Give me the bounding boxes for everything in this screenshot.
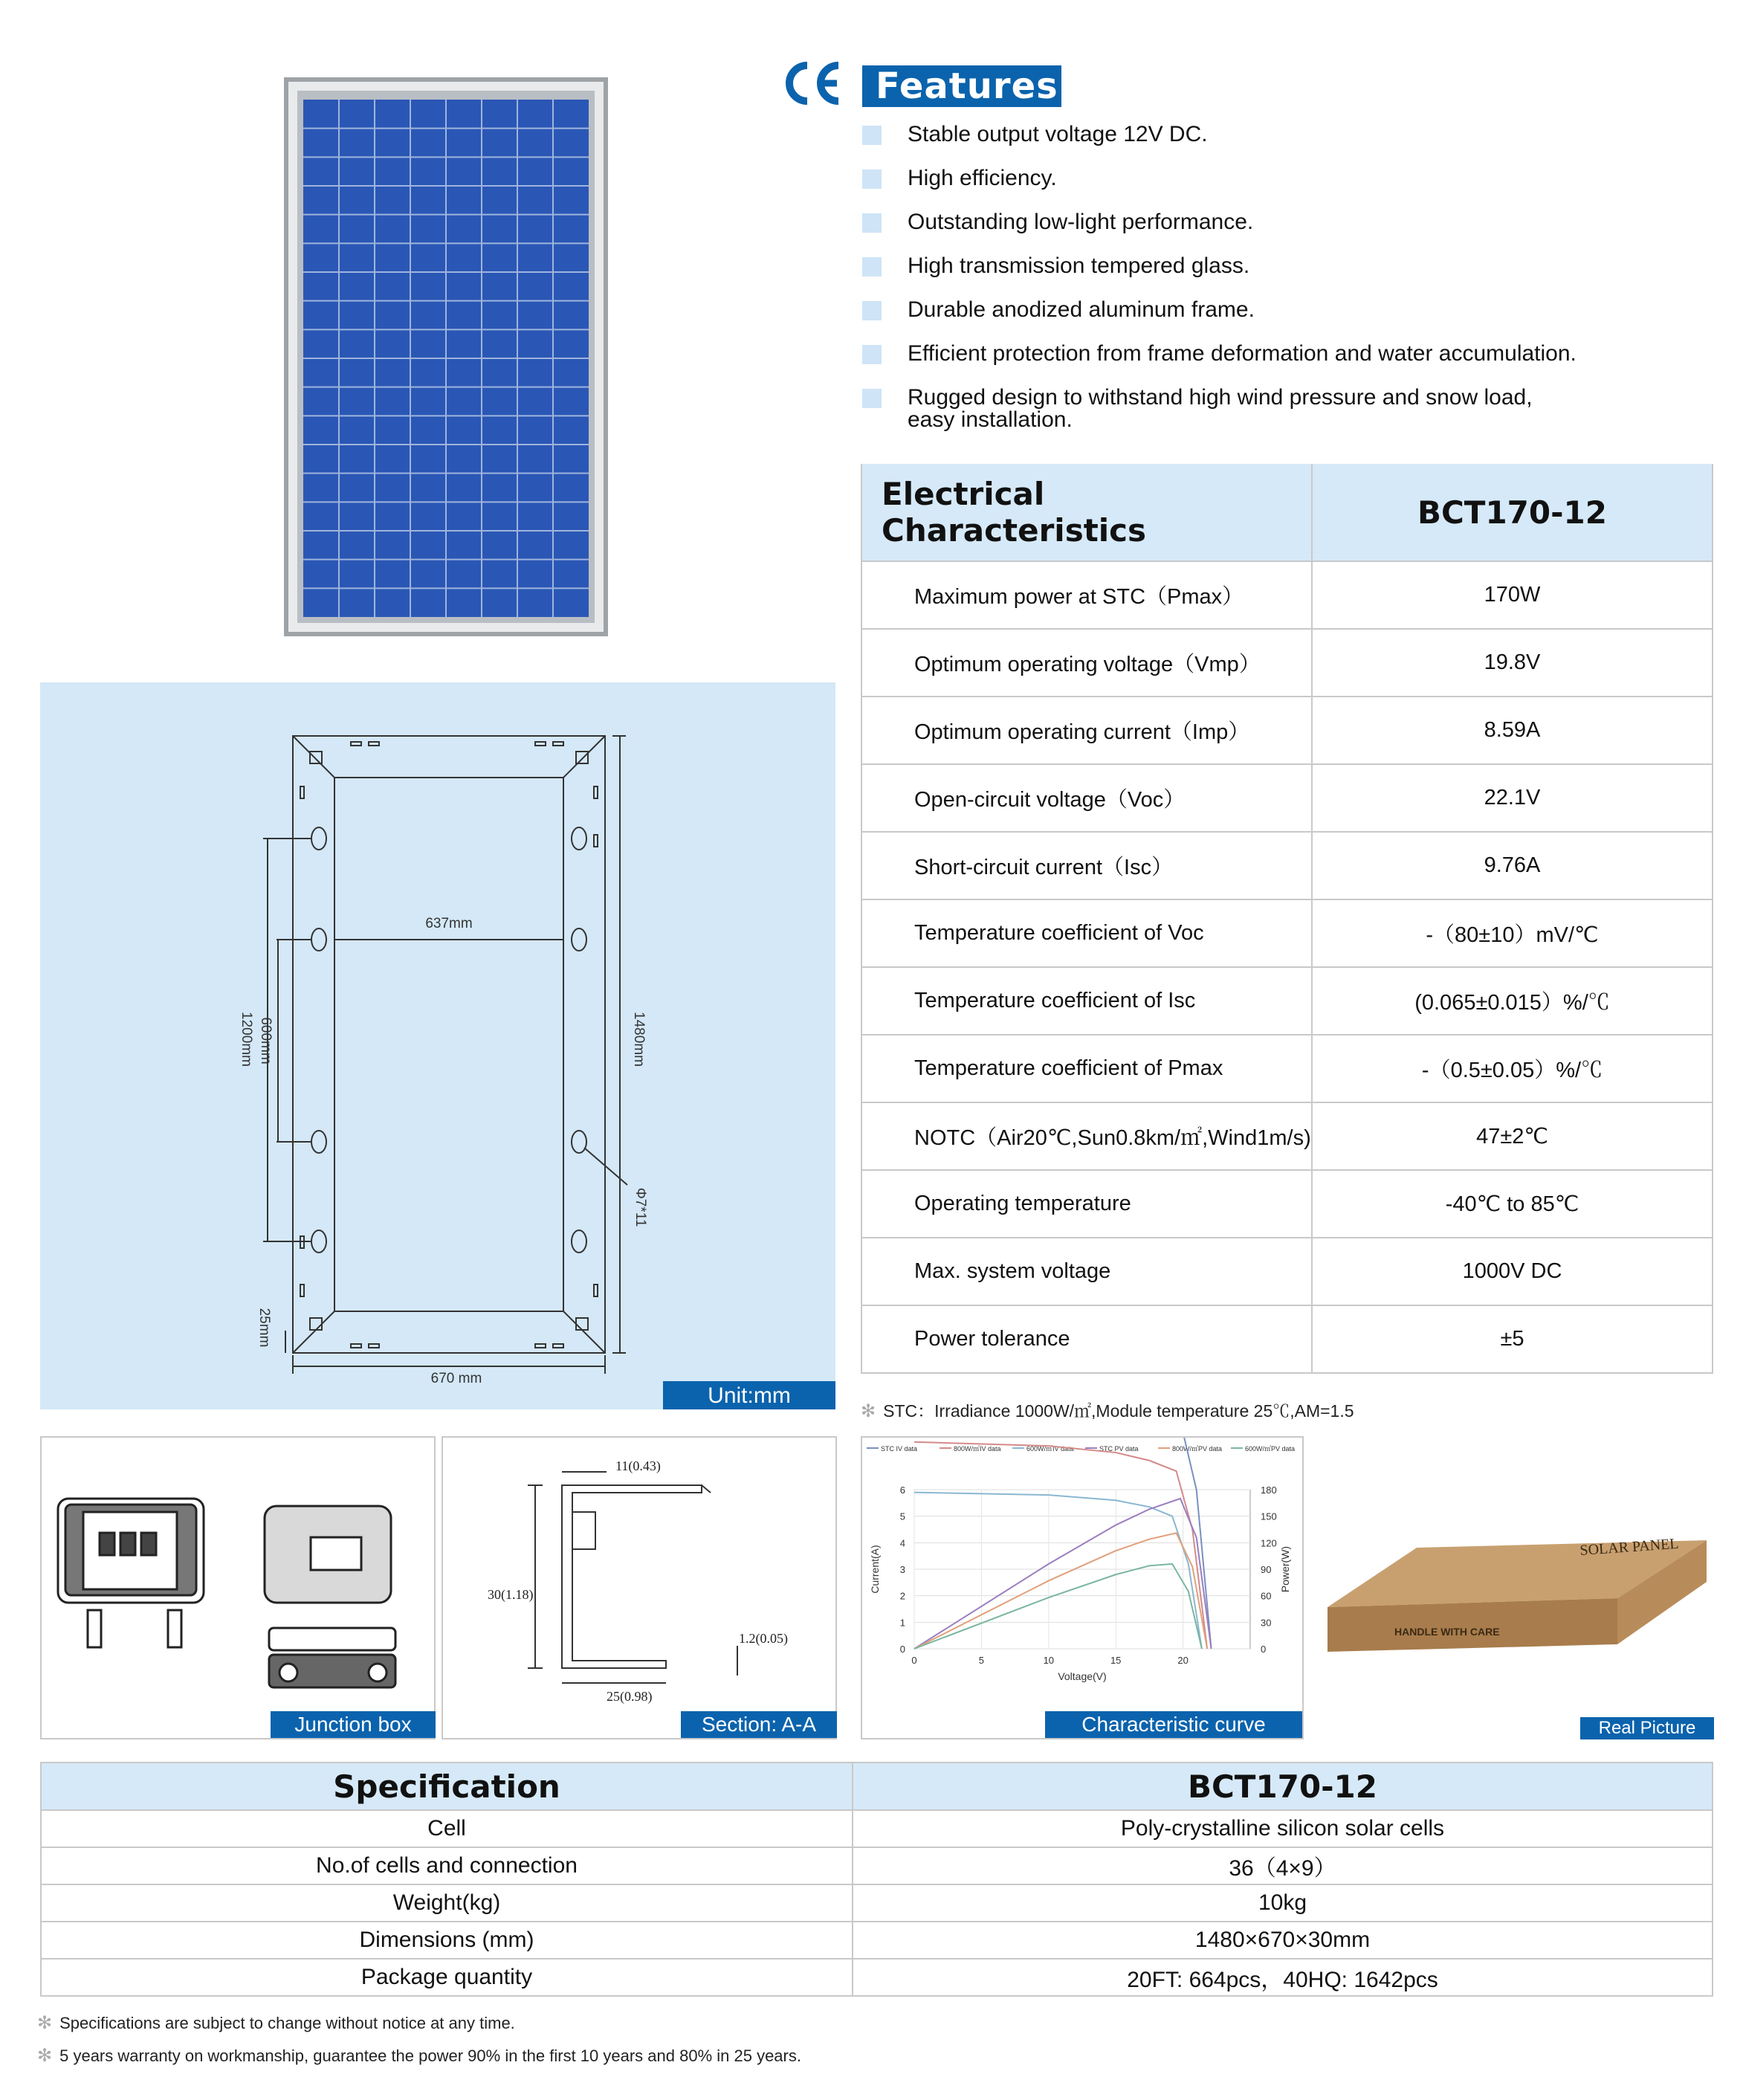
ce-mark-icon [782,58,841,109]
stc-note: ✻ STC：Irradiance 1000W/㎡,Module temperature 25℃,AM=1.5 [861,1401,1354,1421]
specification-header-model: BCT170-12 [853,1763,1713,1810]
table-header-row [41,1763,1713,1810]
bullet-square-icon [862,301,882,320]
footnotes [37,2007,801,2072]
y-tick-label: 5 [899,1511,905,1522]
row-value: 9.76A [1312,832,1713,899]
row-value: 22.1V [1312,764,1713,832]
feature-item: Durable anodized aluminum frame. [862,299,1695,321]
legend-entry: STC IV data [881,1445,918,1453]
y-tick-label: 4 [899,1537,905,1549]
real-picture-thumbnail [1313,1436,1714,1739]
row-label: NOTC（Air20℃,Sun0.8km/㎡,Wind1m/s) [861,1102,1312,1170]
table-row [861,1238,1713,1305]
feature-item: Efficient protection from frame deformation and water accumulation. [862,343,1695,365]
bullet-square-icon [862,345,882,364]
y-tick-label: 2 [899,1590,905,1602]
legend-entry: 800W/㎡IV data [954,1445,1001,1453]
row-label: Open-circuit voltage（Voc） [861,764,1312,832]
y-tick-label: 1 [899,1617,905,1629]
table-row [861,561,1713,629]
row-value: -（0.5±0.05）%/℃ [1312,1035,1713,1102]
asterisk-icon: ✻ [861,1401,876,1421]
section-drawing [443,1438,835,1713]
section-dim-top: 11(0.43) [615,1458,661,1473]
features-list [862,123,1695,453]
bullet-square-icon [862,213,882,233]
features-title: Features [862,65,1061,107]
x-tick-label: 5 [978,1655,985,1666]
dim-hole-height: 1200mm [239,1012,254,1067]
footnote: ✻ Specifications are subject to change without notice at any time. [37,2013,515,2033]
characteristic-curve-thumbnail [861,1436,1304,1739]
row-value: 20FT: 664pcs，40HQ: 1642pcs [853,1959,1713,1996]
bullet-square-icon [862,389,882,408]
row-value: -（80±10）mV/℃ [1312,899,1713,967]
row-label: Optimum operating voltage（Vmp） [861,629,1312,697]
row-value: (0.065±0.015）%/℃ [1312,967,1713,1035]
table-row [41,1959,1713,1996]
bullet-square-icon [862,169,882,189]
series-line [914,1493,1202,1649]
table-row [861,832,1713,899]
table-header-row [861,464,1713,561]
table-row [41,1847,1713,1884]
row-label: Weight(kg) [41,1884,853,1922]
y-tick-label: 6 [899,1484,905,1496]
dim-inner-width: 637mm [425,916,473,931]
x-tick-label: 10 [1043,1655,1055,1666]
row-label: Optimum operating current（Imp） [861,697,1312,764]
row-value: 36（4×9） [853,1847,1713,1884]
row-label: Power tolerance [861,1305,1312,1373]
row-value: 1480×670×30mm [853,1922,1713,1959]
series-line [914,1438,1212,1649]
row-value: -40℃ to 85℃ [1312,1170,1713,1238]
row-label: Short-circuit current（Isc） [861,832,1312,899]
table-row [861,1170,1713,1238]
table-row [861,764,1713,832]
y-axis-label: Current(A) [869,1545,881,1594]
box-handle-text: HANDLE WITH CARE [1394,1626,1500,1638]
row-value: 19.8V [1312,629,1713,697]
footnote: ✻ 5 years warranty on workmanship, guarantee the power 90% in the first 10 years and 80% in 25 years. [37,2046,801,2066]
row-value: 8.59A [1312,697,1713,764]
dimension-drawing [40,682,835,1409]
table-row [41,1810,1713,1847]
junction-box-drawing [42,1438,434,1705]
real-picture-label: Real Picture [1580,1717,1714,1739]
y2-tick-label: 0 [1261,1644,1267,1655]
table-row [861,1102,1713,1170]
dim-hole: Φ7*11 [633,1187,648,1227]
dim-mid-height: 600mm [258,1017,274,1064]
table-row [861,899,1713,967]
legend-entry: 600W/㎡IV data [1026,1445,1074,1453]
y2-tick-label: 180 [1261,1484,1277,1496]
x-tick-label: 15 [1110,1655,1122,1666]
asterisk-icon: ✻ [37,2046,53,2066]
section-dim-height: 30(1.18) [488,1587,534,1602]
electrical-header-model: BCT170-12 [1312,464,1713,561]
specification-table [40,1762,1713,1997]
dim-outer-height: 1480mm [631,1012,647,1067]
row-label: Package quantity [41,1959,853,1996]
table-row [41,1922,1713,1959]
legend-entry: 800W/㎡PV data [1172,1445,1223,1453]
y-tick-label: 0 [899,1644,905,1655]
x-tick-label: 20 [1177,1655,1189,1666]
table-row [861,1035,1713,1102]
section-thumbnail [442,1436,837,1739]
y2-tick-label: 60 [1261,1590,1272,1602]
row-label: Operating temperature [861,1170,1312,1238]
x-tick-label: 0 [911,1655,917,1666]
feature-item: High transmission tempered glass. [862,255,1695,277]
row-label: Cell [41,1810,853,1847]
section-dim-thick: 1.2(0.05) [739,1631,788,1646]
row-value: Poly-crystalline silicon solar cells [853,1810,1713,1847]
row-value: 1000V DC [1312,1238,1713,1305]
row-label: Maximum power at STC（Pmax） [861,561,1312,629]
y2-tick-label: 120 [1261,1537,1277,1549]
frame-drawing [40,682,835,1409]
box-brand-text: SOLAR PANEL [1579,1535,1680,1559]
series-line [914,1442,1207,1649]
row-value: 47±2℃ [1312,1102,1713,1170]
junction-box-label: Junction box [271,1711,436,1738]
bullet-square-icon [862,126,882,145]
package-box-image [1313,1436,1714,1704]
row-label: Max. system voltage [861,1238,1312,1305]
asterisk-icon: ✻ [37,2013,53,2033]
y2-axis-label: Power(W) [1279,1545,1291,1593]
row-label: No.of cells and connection [41,1847,853,1884]
table-row [861,629,1713,697]
unit-label: Unit:mm [663,1381,835,1409]
characteristic-curve-chart [862,1438,1302,1705]
feature-item: High efficiency. [862,167,1695,190]
y2-tick-label: 30 [1261,1617,1272,1629]
table-row [861,697,1713,764]
feature-item: Rugged design to withstand high wind pressure and snow load, easy installation. [862,387,1695,431]
specification-header-label: Specification [41,1763,853,1810]
electrical-header-label: Electrical Characteristics [861,464,1312,561]
legend-entry: STC PV data [1099,1445,1139,1453]
row-label: Temperature coefficient of Isc [861,967,1312,1035]
y2-tick-label: 90 [1261,1564,1272,1575]
y-tick-label: 3 [899,1564,905,1575]
table-row [861,1305,1713,1373]
section-label: Section: A-A [681,1711,837,1738]
table-row [861,967,1713,1035]
x-axis-label: Voltage(V) [1058,1670,1107,1682]
section-dim-bottom: 25(0.98) [607,1689,653,1704]
junction-box-thumbnail [40,1436,436,1739]
row-value: 10kg [853,1884,1713,1922]
feature-item: Stable output voltage 12V DC. [862,123,1695,146]
dim-edge: 25mm [256,1308,272,1348]
solar-panel-image [284,77,608,636]
row-label: Dimensions (mm) [41,1922,853,1959]
bullet-square-icon [862,257,882,277]
dim-outer-width: 670 mm [430,1371,482,1386]
table-row [41,1884,1713,1922]
row-label: Temperature coefficient of Pmax [861,1035,1312,1102]
feature-item: Outstanding low-light performance. [862,211,1695,233]
electrical-characteristics-table [861,464,1713,1374]
y2-tick-label: 150 [1261,1511,1277,1522]
characteristic-curve-label: Characteristic curve [1045,1711,1302,1738]
row-value: 170W [1312,561,1713,629]
row-value: ±5 [1312,1305,1713,1373]
row-label: Temperature coefficient of Voc [861,899,1312,967]
legend-entry: 600W/㎡PV data [1245,1445,1296,1453]
